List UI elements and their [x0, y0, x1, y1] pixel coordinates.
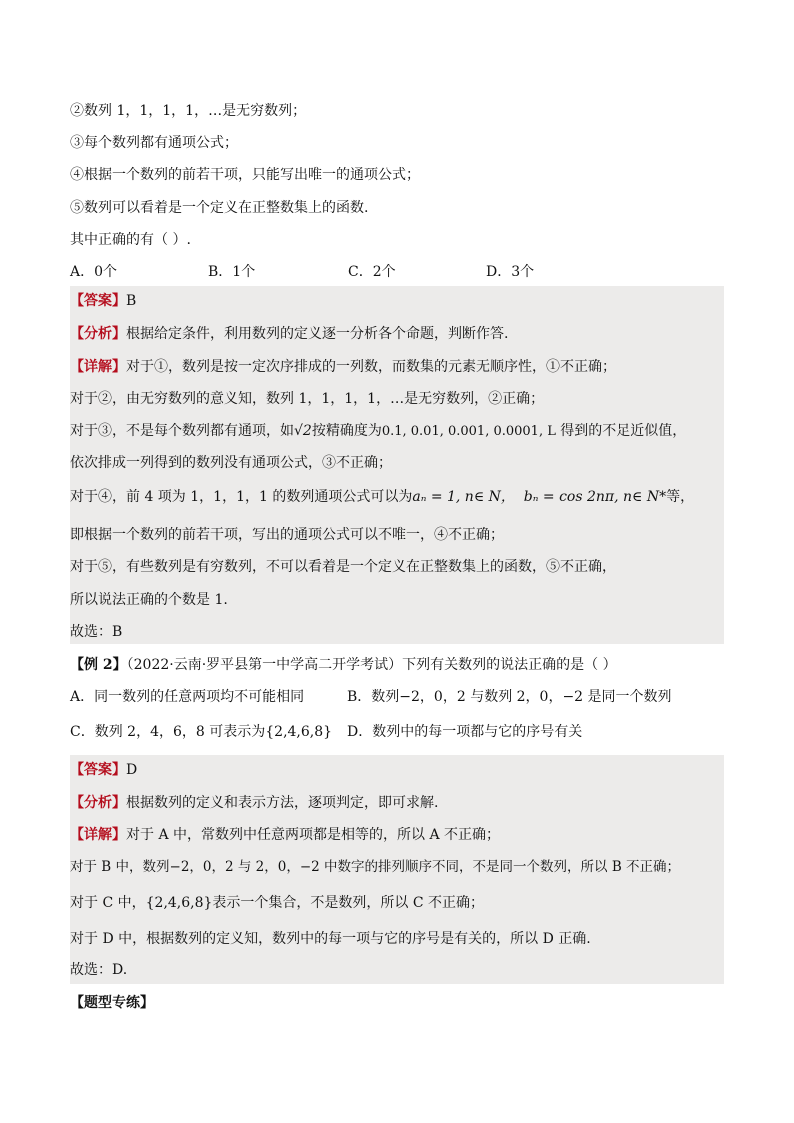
- q2-detail-1: [70, 825, 500, 845]
- analysis-tag: 【分析】: [70, 326, 126, 342]
- q1-detail-2: 对于②，由无穷数列的意义知，数列 1，1，1，1，…是无穷数列，②正确；: [70, 391, 545, 407]
- q2-option-d: D．数列中的每一项都与它的序号有关: [347, 724, 583, 740]
- example-source: （2022·云南·罗平县第一中学高二开学考试）下列有关数列的说法正确的是（ ）: [126, 657, 617, 673]
- sqrt-two: √2: [294, 423, 312, 439]
- answer-value: D: [126, 762, 138, 778]
- formula-a-n: aₙ = 1, n∈ N，: [412, 489, 515, 505]
- analysis-tag: 【分析】: [70, 795, 126, 811]
- q2-conclusion: 故选：D.: [70, 962, 128, 978]
- detail-text: 对于①，数列是按一定次序排成的一列数，而数集的元素无顺序性，①不正确；: [126, 359, 616, 375]
- q1-detail-6: 即根据一个数列的前若干项，写出的通项公式可以不唯一，④不正确；: [70, 527, 504, 543]
- statement-4: ④根据一个数列的前若干项，只能写出唯一的通项公式；: [70, 167, 420, 183]
- q2-detail-4: 对于 D 中，根据数列的定义知，数列中的每一项与它的序号是有关的，所以 D 正确.: [70, 931, 591, 947]
- decimal-sequence: 0.1, 0.01, 0.001, 0.0001, L: [381, 424, 556, 439]
- q1-analysis: [70, 324, 508, 344]
- q1-option-c: C．2个: [348, 264, 396, 280]
- statement-3: ③每个数列都有通项公式；: [70, 135, 238, 151]
- q1-detail-3: 对于③，不是每个数列都有通项，如√2按精确度为0.1, 0.01, 0.001, 0.0001, L 得到的不足近似值，: [70, 423, 687, 439]
- q1-detail-4: 依次排成一列得到的数列没有通项公式，③不正确；: [70, 455, 392, 471]
- q1-option-a: A．0个: [70, 264, 118, 280]
- q1-option-d: D．3个: [486, 264, 535, 280]
- answer-value: B: [126, 293, 137, 309]
- set-notation: {2,4,6,8}: [265, 724, 333, 740]
- detail-tag: 【详解】: [70, 359, 126, 375]
- q2-detail-2: 对于 B 中，数列−2，0，2 与 2，0，−2 中数字的排列顺序不同，不是同一个数列，所以 B 不正确；: [70, 859, 681, 875]
- q1-detail-7: 对于⑤，有些数列是有穷数列，不可以看着是一个定义在正整数集上的函数，⑤不正确，: [70, 559, 616, 575]
- detail-tag: 【详解】: [70, 827, 126, 843]
- q2-detail-3: 对于 C 中，{2,4,6,8}表示一个集合，不是数列，所以 C 不正确；: [70, 895, 485, 911]
- q1-detail-8: 所以说法正确的个数是 1.: [70, 592, 228, 608]
- q2-analysis: [70, 793, 438, 813]
- answer-tag: 【答案】: [70, 293, 126, 309]
- statement-2: ②数列 1，1，1，1，…是无穷数列；: [70, 103, 307, 119]
- q2-answer: [70, 760, 137, 780]
- section-heading: 【题型专练】: [70, 995, 154, 1011]
- q1-question: 其中正确的有（ ）.: [70, 232, 191, 248]
- set-notation: {2,4,6,8}: [145, 895, 213, 911]
- q1-detail-1: [70, 357, 616, 377]
- q1-conclusion: 故选：B: [70, 624, 123, 640]
- answer-tag: 【答案】: [70, 762, 126, 778]
- q1-detail-5: 对于④，前 4 项为 1，1，1，1 的数列通项公式可以为aₙ = 1, n∈ N， bₙ = cos 2nπ, n∈ N*等，: [70, 489, 695, 505]
- analysis-text: 根据给定条件，利用数列的定义逐一分析各个命题，判断作答.: [126, 326, 509, 342]
- q2-option-c: C．数列 2，4，6，8 可表示为{2,4,6,8}: [70, 724, 333, 740]
- q1-answer: [70, 291, 136, 311]
- q2-option-b: B．数列−2，0，2 与数列 2，0，−2 是同一个数列: [347, 689, 672, 705]
- q2-header: [70, 655, 617, 675]
- q1-option-b: B．1个: [208, 264, 256, 280]
- statement-5: ⑤数列可以看着是一个定义在正整数集上的函数.: [70, 200, 369, 216]
- analysis-text: 根据数列的定义和表示方法，逐项判定，即可求解.: [126, 795, 439, 811]
- q2-option-a: A．同一数列的任意两项均不可能相同: [70, 689, 305, 705]
- example-label: 【例 2】: [70, 657, 127, 673]
- detail-text: 对于 A 中，常数列中任意两项都是相等的，所以 A 不正确；: [126, 827, 501, 843]
- formula-b-n: bₙ = cos 2nπ, n∈ N*: [523, 489, 667, 505]
